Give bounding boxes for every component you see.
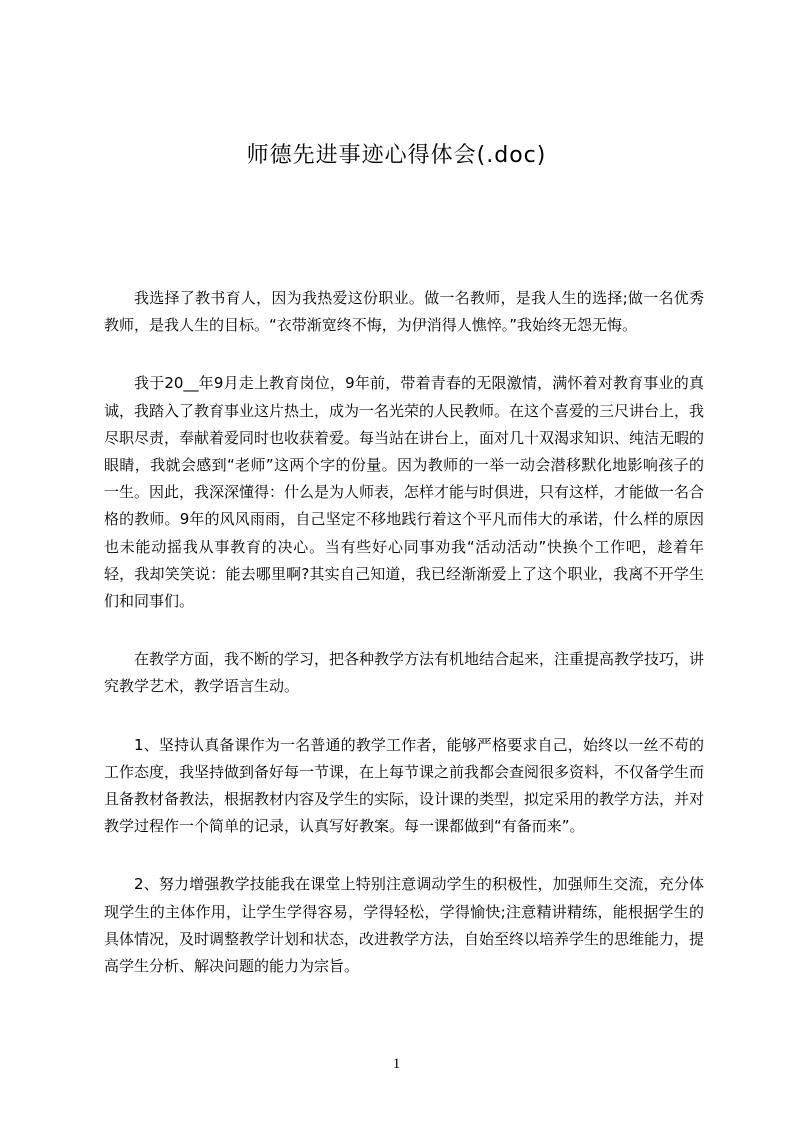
paragraph-2: 我于20__年9月走上教育岗位，9年前，带着青春的无限激情，满怀着对教育事业的真诚，我踏入了教育事业这片热土，成为一名光荣的人民教师。在这个喜爱的三尺讲台上，我尽职尽责，奉献着爱同时也收获着爱。每当站在讲台上，面对几十双渴求知识、纯洁无暇的眼睛，我就会感到“老师”这两个字的份量。因为教师的一举一动会潜移默化地影响孩子的一生。因此，我深深懂得：什么是为人师表，怎样才能与时俱进，只有这样，才能做一名合格的教师。9年的风风雨雨，自己坚定不移地践行着这个平凡而伟大的承诺，什么样的原因也未能动摇我从事教育的决心。当有些好心同事劝我“活动活动”快换个工作吧，趁着年轻，我却笑笑说：能去哪里啊?其实自己知道，我已经渐渐爱上了这个职业，我离不开学生们和同事们。 [104,374,705,611]
page-number: 1 [392,1056,401,1072]
paragraph-5: 2、努力增强教学技能我在课堂上特别注意调动学生的积极性，加强师生交流，充分体现学生的主体作用，让学生学得容易，学得轻松，学得愉快;注意精讲精练，能根据学生的具体情况，及时调整教学计划和状态，改进教学方法，自始至终以培养学生的思维能力，提高学生分析、解决问题的能力为宗旨。 [104,875,705,976]
paragraph-1: 我选择了教书育人，因为我热爱这份职业。做一名教师，是我人生的选择;做一名优秀教师，是我人生的目标。“衣带渐宽终不悔，为伊消得人憔悴。”我始终无怨无悔。 [104,289,704,335]
paragraph-4: 1、坚持认真备课作为一名普通的教学工作者，能够严格要求自己，始终以一丝不苟的工作态度，我坚持做到备好每一节课，在上每节课之前我都会查阅很多资料，不仅备学生而且备教材备教法，根据教材内容及学生的实际，设计课的类型，拟定采用的教学方法，并对教学过程作一个简单的记录，认真写好教案。每一课都做到“有备而来”。 [104,735,705,836]
document-title: 师德先进事迹心得体会(.doc) [246,143,547,168]
document-body [104,285,704,1011]
paragraph-3: 在教学方面，我不断的学习，把各种教学方法有机地结合起来，注重提高教学技巧，讲究教学艺术，教学语言生动。 [104,650,705,696]
